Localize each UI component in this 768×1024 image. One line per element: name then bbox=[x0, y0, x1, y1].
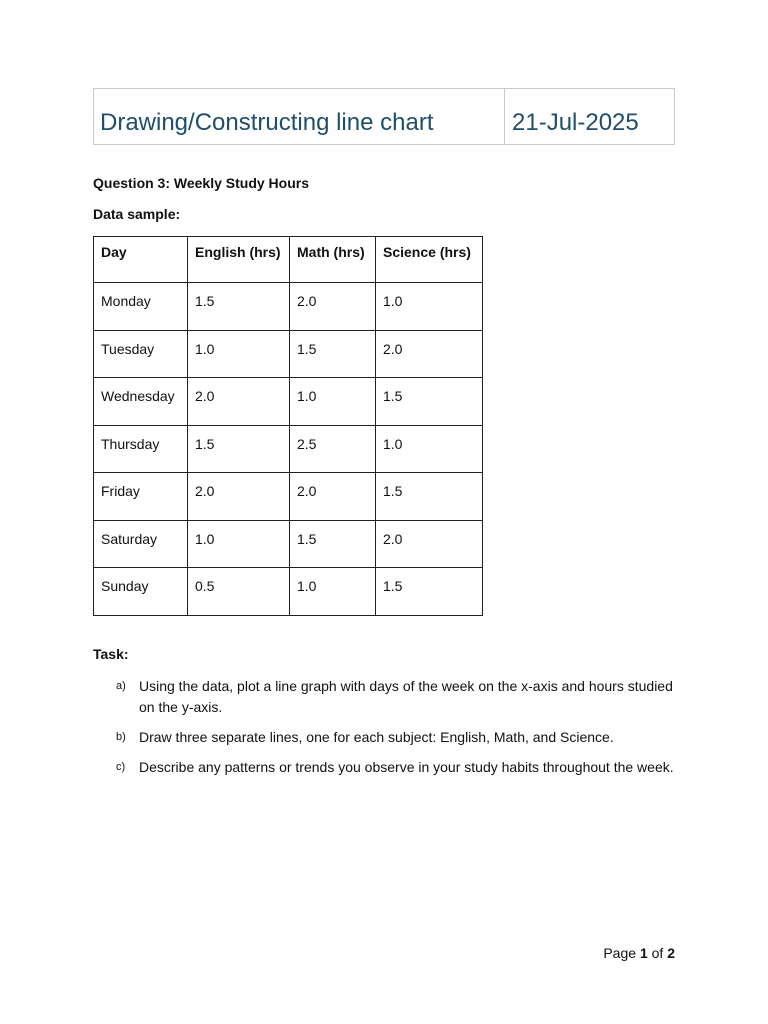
cell-day: Sunday bbox=[94, 568, 188, 616]
table-row bbox=[94, 283, 483, 331]
question-heading: Question 3: Weekly Study Hours bbox=[93, 175, 310, 191]
cell-science: 1.0 bbox=[376, 283, 483, 331]
cell-english: 1.5 bbox=[188, 283, 290, 331]
cell-math: 1.5 bbox=[290, 520, 376, 568]
cell-math: 1.0 bbox=[290, 378, 376, 426]
cell-day: Wednesday bbox=[94, 378, 188, 426]
table-row bbox=[94, 473, 483, 521]
task-marker: a) bbox=[116, 680, 126, 692]
task-text: Draw three separate lines, one for each subject: English, Math, and Science. bbox=[139, 729, 614, 745]
cell-english: 2.0 bbox=[188, 378, 290, 426]
cell-english: 0.5 bbox=[188, 568, 290, 616]
cell-english: 1.0 bbox=[188, 330, 290, 378]
task-label: Task: bbox=[93, 646, 129, 662]
task-text: Describe any patterns or trends you observe in your study habits throughout the week. bbox=[139, 759, 674, 775]
cell-science: 1.5 bbox=[376, 473, 483, 521]
task-text: Using the data, plot a line graph with days of the week on the x-axis and hours studied on the y-axis. bbox=[139, 678, 673, 715]
worksheet-header bbox=[93, 88, 675, 145]
cell-english: 2.0 bbox=[188, 473, 290, 521]
list-item bbox=[116, 757, 676, 778]
header-english: English (hrs) bbox=[188, 237, 290, 283]
list-item bbox=[116, 727, 676, 748]
page-number bbox=[603, 945, 675, 961]
cell-english: 1.0 bbox=[188, 520, 290, 568]
header-math: Math (hrs) bbox=[290, 237, 376, 283]
table-row bbox=[94, 425, 483, 473]
cell-science: 1.0 bbox=[376, 425, 483, 473]
list-item bbox=[116, 676, 676, 718]
task-list bbox=[116, 676, 676, 787]
cell-day: Saturday bbox=[94, 520, 188, 568]
worksheet-title: Drawing/Constructing line chart bbox=[94, 89, 505, 144]
cell-science: 2.0 bbox=[376, 520, 483, 568]
data-sample-label: Data sample: bbox=[93, 206, 181, 222]
cell-english: 1.5 bbox=[188, 425, 290, 473]
cell-math: 2.0 bbox=[290, 473, 376, 521]
cell-science: 2.0 bbox=[376, 330, 483, 378]
table-row bbox=[94, 520, 483, 568]
page-word: Page bbox=[603, 945, 637, 961]
of-word: of bbox=[651, 945, 664, 961]
cell-math: 1.5 bbox=[290, 330, 376, 378]
table-row bbox=[94, 330, 483, 378]
header-science: Science (hrs) bbox=[376, 237, 483, 283]
cell-day: Tuesday bbox=[94, 330, 188, 378]
task-marker: c) bbox=[116, 761, 126, 773]
cell-day: Friday bbox=[94, 473, 188, 521]
header-day: Day bbox=[94, 237, 188, 283]
cell-science: 1.5 bbox=[376, 568, 483, 616]
cell-math: 2.0 bbox=[290, 283, 376, 331]
cell-day: Thursday bbox=[94, 425, 188, 473]
cell-math: 1.0 bbox=[290, 568, 376, 616]
total-pages: 2 bbox=[667, 945, 675, 961]
cell-science: 1.5 bbox=[376, 378, 483, 426]
current-page: 1 bbox=[639, 945, 648, 961]
table-row bbox=[94, 378, 483, 426]
study-hours-table bbox=[93, 236, 483, 616]
task-marker: b) bbox=[116, 731, 126, 743]
cell-day: Monday bbox=[94, 283, 188, 331]
cell-math: 2.5 bbox=[290, 425, 376, 473]
table-header-row bbox=[94, 237, 483, 283]
worksheet-date: 21-Jul-2025 bbox=[512, 109, 639, 136]
table-row bbox=[94, 568, 483, 616]
